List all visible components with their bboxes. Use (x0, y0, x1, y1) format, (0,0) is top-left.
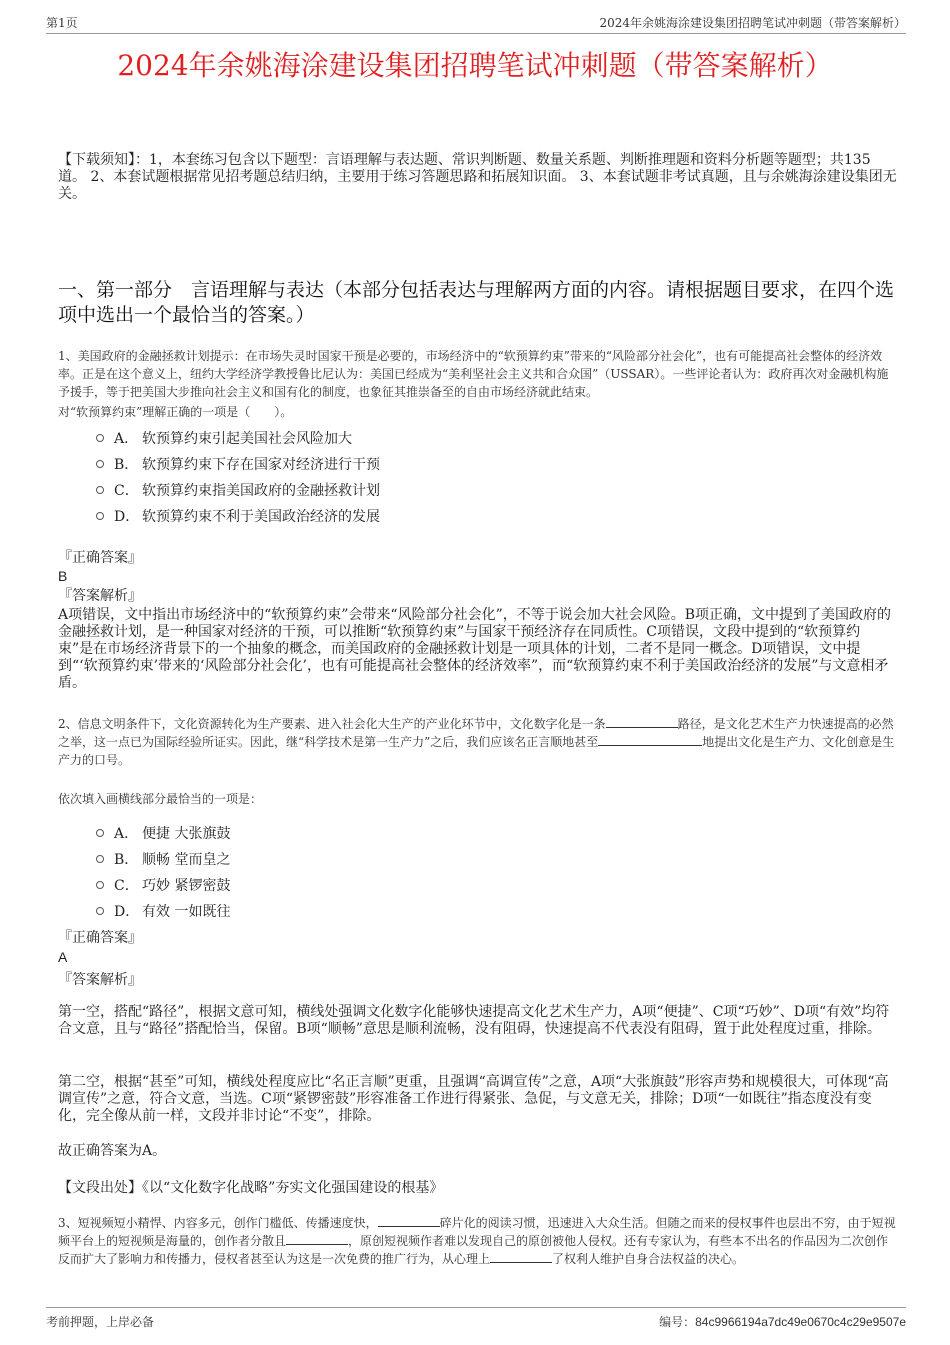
option-b[interactable]: B． 软预算约束下存在国家对经济进行干预 (96, 454, 380, 474)
option-a[interactable]: A． 软预算约束引起美国社会风险加大 (96, 428, 380, 448)
running-header-title: 2024年余姚海涂建设集团招聘笔试冲刺题（带答案解析） (599, 16, 906, 30)
radio-icon[interactable] (96, 434, 104, 442)
answer-label: 『正确答案』 (58, 550, 142, 566)
option-a[interactable]: A． 便捷 大张旗鼓 (96, 823, 230, 843)
radio-icon[interactable] (96, 512, 104, 520)
question-2-stem: 2、信息文明条件下，文化资源转化为生产要素、进入社会化大生产的产业化环节中，文化数字化是一条 路径，是文化艺术生产力快速提高的必然之举，这一点已为国际经验所证实。因此，继“科学技术是第一生产力”之后，我们应该名正言顺地甚至 地提出文化是生产力、文化创意是生产力的口号。 (58, 717, 895, 767)
radio-icon[interactable] (96, 829, 104, 837)
option-d[interactable]: D． 有效 一如既往 (96, 901, 230, 921)
analysis-paragraph-2: 第二空，根据“甚至”可知，横线处程度应比“名正言顺”更重，且强调“高调宣传”之意，A项“大张旗鼓”形容声势和规模很大，可体现“高调宣传”之意，符合文意，当选。C项“紧锣密鼓”形容准备工作进行得紧张、急促，与文意无关，排除；D项“一如既往”指态度没有变化，完全像从前一样，文段并非讨论“不变”，排除。 (58, 1074, 889, 1124)
analysis-paragraph-1: 第一空，搭配“路径”，根据文意可知，横线处强调文化数字化能够快速提高文化艺术生产力，A项“便捷”、C项“巧妙”、D项“有效”均符合文意，且与“路径”搭配恰当，保留。B项“顺畅”意思是顺利流畅，没有阻碍，快速提高不代表没有阻碍，置于此处程度过重，排除。 (58, 1004, 890, 1037)
analysis-label: 『答案解析』 (58, 972, 142, 988)
radio-icon[interactable] (96, 460, 104, 468)
analysis-label: 『答案解析』 (58, 588, 142, 604)
question-1-options (96, 428, 380, 526)
answer-label: 『正确答案』 (58, 930, 142, 946)
question-1-stem: 1、美国政府的金融拯救计划提示：在市场失灵时国家干预是必要的，市场经济中的“软预算约束”带来的“风险部分社会化”，也有可能提高社会整体的经济效率。正是在这个意义上，纽约大学经济学教授鲁比尼认为：美国已经成为“美利坚社会主义共和合众国”（USSAR）。一些评论者认为：政府再次对金融机构施予援手，等于把美国大步推向社会主义和国有化的制度，也象征其推崇备至的自由市场经济就此结束。 (58, 349, 889, 399)
blank-line (490, 1250, 552, 1263)
blank-line (598, 733, 702, 746)
answer-value: A (58, 949, 68, 965)
option-b[interactable]: B． 顺畅 堂而皇之 (96, 849, 230, 869)
option-d[interactable]: D． 软预算约束不利于美国政治经济的发展 (96, 506, 380, 526)
question-2-options (96, 823, 230, 921)
radio-icon[interactable] (96, 855, 104, 863)
question-2-ask: 依次填入画横线部分最恰当的一项是： (58, 792, 263, 806)
option-c[interactable]: C． 软预算约束指美国政府的金融拯救计划 (96, 480, 380, 500)
footer-rule (46, 1307, 906, 1308)
download-notice: 【下载须知】：1，本套练习包含以下题型：言语理解与表达题、常识判断题、数量关系题、判断推理题和资料分析题等题型；共135道。 2、本套试题根据常见招考题总结归纳，主要用于练习答题思路和拓展知识面。 3、本套试题非考试真题，且与余姚海涂建设集团无关。 (58, 152, 897, 202)
footer-slogan: 考前押题，上岸必备 (46, 1315, 155, 1329)
radio-icon[interactable] (96, 907, 104, 915)
header-rule (46, 33, 906, 34)
answer-value: B (58, 568, 68, 584)
question-3-stem: 3、短视频短小精悍、内容多元，创作门槛低、传播速度快， 碎片化的阅读习惯，迅速进入大众生活。但随之而来的侵权事件也层出不穷，由于短视频平台上的短视频是海量的，创作者分散且 ，原创短视频作者难以发现自己的原创被他人侵权。还有专家认为，有些本不出名的作品因为二次创作反而扩大了影响力和传播力，侵权者甚至认为这是一次免费的推广行为，从心理上 了权利人维护自身合法权益的决心。 (58, 1216, 896, 1266)
passage-source: 【文段出处】《以“文化数字化战略”夯实文化强国建设的根基》 (58, 1180, 444, 1196)
page-number: 第1页 (46, 16, 78, 30)
analysis-conclusion: 故正确答案为A。 (58, 1143, 167, 1159)
blank-line (378, 1214, 440, 1227)
option-c[interactable]: C． 巧妙 紧锣密鼓 (96, 875, 230, 895)
radio-icon[interactable] (96, 881, 104, 889)
radio-icon[interactable] (96, 486, 104, 494)
blank-line (286, 1232, 348, 1245)
question-1-ask: 对“软预算约束”理解正确的一项是（ ）。 (58, 405, 293, 419)
blank-line (606, 715, 678, 728)
section-heading: 一、第一部分 言语理解与表达（本部分包括表达与理解两方面的内容。请根据题目要求，在四个选项中选出一个最恰当的答案。） (58, 279, 895, 326)
document-title: 2024年余姚海涂建设集团招聘笔试冲刺题（带答案解析） (117, 49, 833, 82)
footer-code: 编号：84c9966194a7dc49e0670c4c29e9507e (659, 1315, 906, 1329)
analysis-text: A项错误，文中指出市场经济中的“软预算约束”会带来“风险部分社会化”，不等于说会加大社会风险。B项正确，文中提到了美国政府的金融拯救计划，是一种国家对经济的干预，可以推断“软预算约束”与国家干预经济存在同质性。C项错误，文段中提到的“软预算约束”是在市场经济背景下的一个抽象的概念，而美国政府的金融拯救计划是一项具体的计划，二者不是同一概念。D项错误，文中提到“‘软预算约束’带来的‘风险部分社会化’，也有可能提高社会整体的经济效率”，而“软预算约束不利于美国政治经济的发展”与文意相矛盾。 (58, 607, 892, 691)
